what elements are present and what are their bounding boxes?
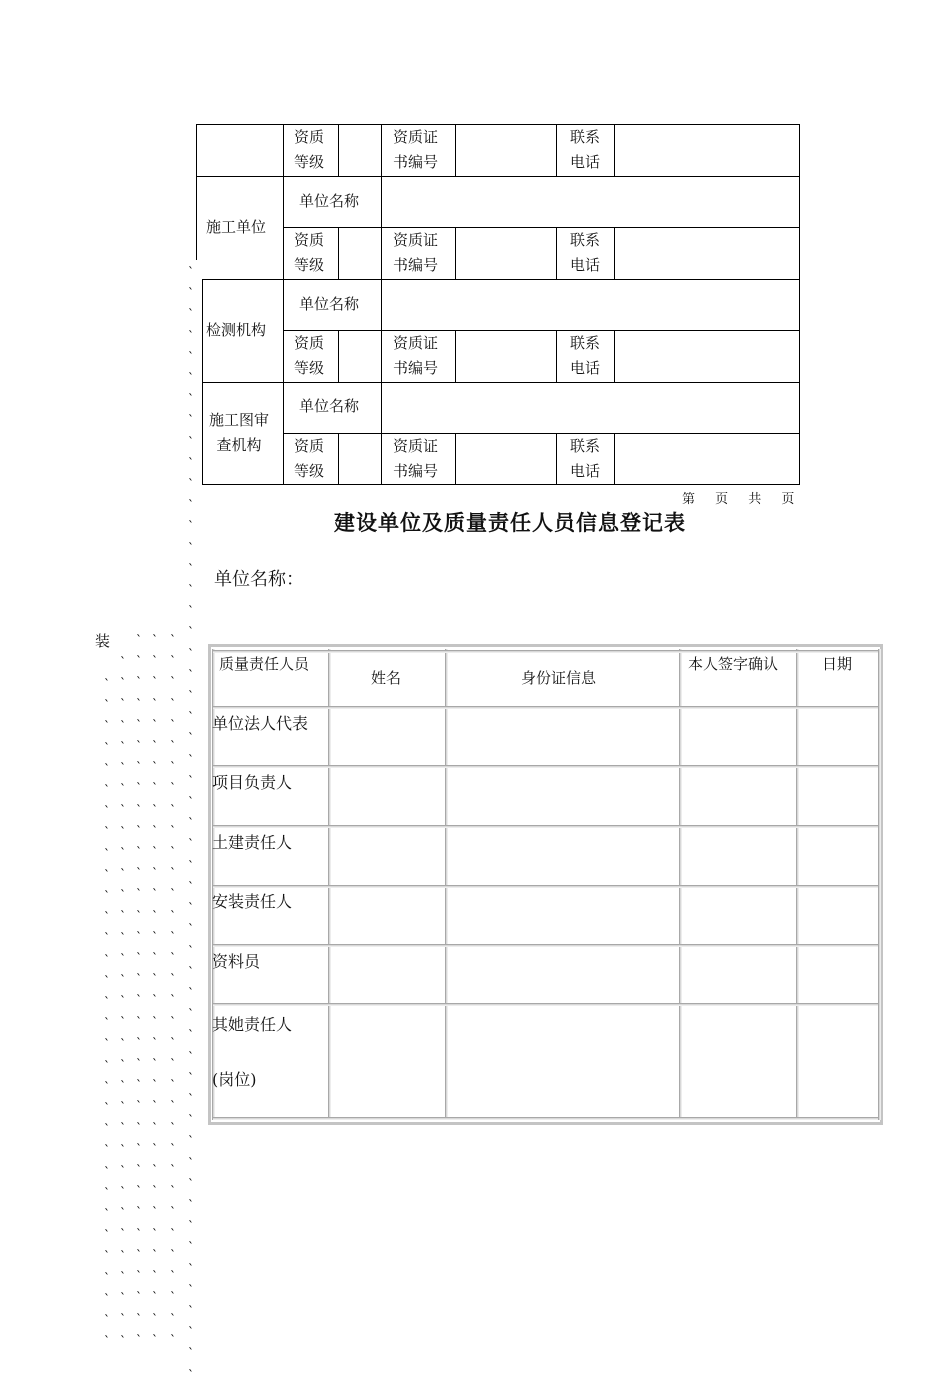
row-label-documenter: 资料员 bbox=[212, 952, 261, 971]
vline-a1 bbox=[338, 124, 339, 176]
hline-6 bbox=[283, 433, 800, 434]
page-title: 建设单位及质量责任人员信息登记表 bbox=[334, 510, 686, 535]
binding-label: 装 bbox=[95, 632, 111, 650]
table-border-top bbox=[196, 124, 800, 125]
vline-c1 bbox=[455, 124, 456, 176]
vline-b3 bbox=[381, 330, 382, 382]
label-level: 资质等级 bbox=[294, 231, 325, 274]
col-divider-right bbox=[878, 649, 881, 1120]
row-divider-1 bbox=[213, 706, 878, 709]
row-divider-bottom bbox=[213, 1117, 878, 1120]
hline-4 bbox=[283, 330, 800, 331]
label-level: 资质等级 bbox=[294, 334, 325, 377]
hline-3 bbox=[202, 279, 800, 280]
vline-e2 bbox=[614, 227, 615, 279]
vline-e3 bbox=[614, 330, 615, 382]
unit-name-label: 单位名称： bbox=[214, 569, 304, 590]
hline-1 bbox=[196, 176, 800, 177]
row-label-project-lead: 项目负责人 bbox=[212, 773, 293, 792]
table-border-left bbox=[196, 124, 197, 260]
row-divider-3 bbox=[213, 825, 878, 828]
hline-5 bbox=[202, 382, 800, 383]
vline-b-name3 bbox=[381, 382, 382, 434]
row-divider-2 bbox=[213, 765, 878, 768]
binding-ticks-column-2: ` ` ` ` ` ` ` ` ` ` ` ` ` ` ` ` ` ` ` ` ` ` ` ` ` ` ` ` ` ` ` ` ` ` bbox=[170, 633, 176, 1347]
row-label-civil-lead: 土建责任人 bbox=[212, 833, 293, 852]
vline-a4 bbox=[338, 433, 339, 485]
label-phone: 联系电话 bbox=[570, 437, 601, 480]
row-label-position: (岗位) bbox=[212, 1070, 257, 1089]
label-phone: 联系电话 bbox=[570, 334, 601, 377]
binding-ticks-column-4: ` ` ` ` ` ` ` ` ` ` ` ` ` ` ` ` ` ` ` ` ` ` ` ` ` ` ` ` ` ` ` ` ` ` bbox=[136, 633, 142, 1347]
label-level: 资质等级 bbox=[294, 437, 325, 480]
row-divider-4 bbox=[213, 885, 878, 888]
header-name: 姓名 bbox=[371, 669, 402, 687]
vline-c3 bbox=[455, 330, 456, 382]
section-review-org: 施工图审查机构 bbox=[208, 411, 269, 454]
row-divider-top bbox=[213, 650, 878, 653]
header-date: 日期 bbox=[822, 655, 853, 673]
label-cert: 资质证书编号 bbox=[393, 334, 439, 377]
label-cert: 资质证书编号 bbox=[393, 128, 439, 171]
vline-e4 bbox=[614, 433, 615, 485]
vline-a2 bbox=[338, 227, 339, 279]
header-signature: 本人签字确认 bbox=[688, 655, 779, 673]
row-label-other: 其她责任人 bbox=[212, 1015, 293, 1034]
label-unit-name: 单位名称 bbox=[299, 295, 360, 313]
qualification-table bbox=[196, 124, 800, 485]
vline-b-name1 bbox=[381, 176, 382, 228]
hline-2 bbox=[283, 227, 800, 228]
vline-b1 bbox=[381, 124, 382, 176]
vline-d3 bbox=[556, 330, 557, 382]
binding-ticks-column-main: ` ` ` ` ` ` ` ` ` ` ` ` ` ` ` ` ` ` ` ` ` ` ` ` ` ` ` ` ` ` ` ` ` ` ` ` ` ` ` ` ` ` ` ` ` ` ` ` ` ` ` ` ` bbox=[188, 265, 194, 1382]
vline-d4 bbox=[556, 433, 557, 485]
vline-b4 bbox=[381, 433, 382, 485]
label-phone: 联系电话 bbox=[570, 231, 601, 274]
row-label-install-lead: 安装责任人 bbox=[212, 892, 293, 911]
vline-c4 bbox=[455, 433, 456, 485]
table-border-bottom bbox=[202, 484, 800, 485]
vline-section bbox=[283, 124, 284, 485]
binding-ticks-column-5: ` ` ` ` ` ` ` ` ` ` ` ` ` ` ` ` ` ` ` ` ` ` ` ` ` ` ` ` ` ` ` ` ` bbox=[120, 655, 126, 1348]
label-level: 资质等级 bbox=[294, 128, 325, 171]
table-border-right bbox=[799, 124, 800, 485]
vline-b-name2 bbox=[381, 279, 382, 331]
row-divider-5 bbox=[213, 944, 878, 947]
vline-d1 bbox=[556, 124, 557, 176]
vline-d2 bbox=[556, 227, 557, 279]
label-unit-name: 单位名称 bbox=[299, 192, 360, 210]
vline-e1 bbox=[614, 124, 615, 176]
label-cert: 资质证书编号 bbox=[393, 437, 439, 480]
binding-ticks-column-6: ` ` ` ` ` ` ` ` ` ` ` ` ` ` ` ` ` ` ` ` ` ` ` ` ` ` ` ` ` ` ` ` bbox=[104, 677, 110, 1349]
vline-a3 bbox=[338, 330, 339, 382]
section-testing-org: 检测机构 bbox=[206, 321, 267, 339]
page-counter: 第 页 共 页 bbox=[682, 492, 795, 507]
label-cert: 资质证书编号 bbox=[393, 231, 439, 274]
quality-responsibility-table bbox=[208, 644, 883, 1125]
header-id-info: 身份证信息 bbox=[521, 669, 597, 687]
row-label-legal-rep: 单位法人代表 bbox=[212, 714, 309, 733]
section-construction-unit: 施工单位 bbox=[206, 218, 267, 236]
label-unit-name: 单位名称 bbox=[299, 397, 360, 415]
header-responsible-person: 质量责任人员 bbox=[219, 655, 310, 673]
vline-c2 bbox=[455, 227, 456, 279]
row-divider-6 bbox=[213, 1003, 878, 1006]
label-phone: 联系电话 bbox=[570, 128, 601, 171]
vline-b2 bbox=[381, 227, 382, 279]
binding-ticks-column-3: ` ` ` ` ` ` ` ` ` ` ` ` ` ` ` ` ` ` ` ` ` ` ` ` ` ` ` ` ` ` ` ` ` ` bbox=[152, 633, 158, 1347]
